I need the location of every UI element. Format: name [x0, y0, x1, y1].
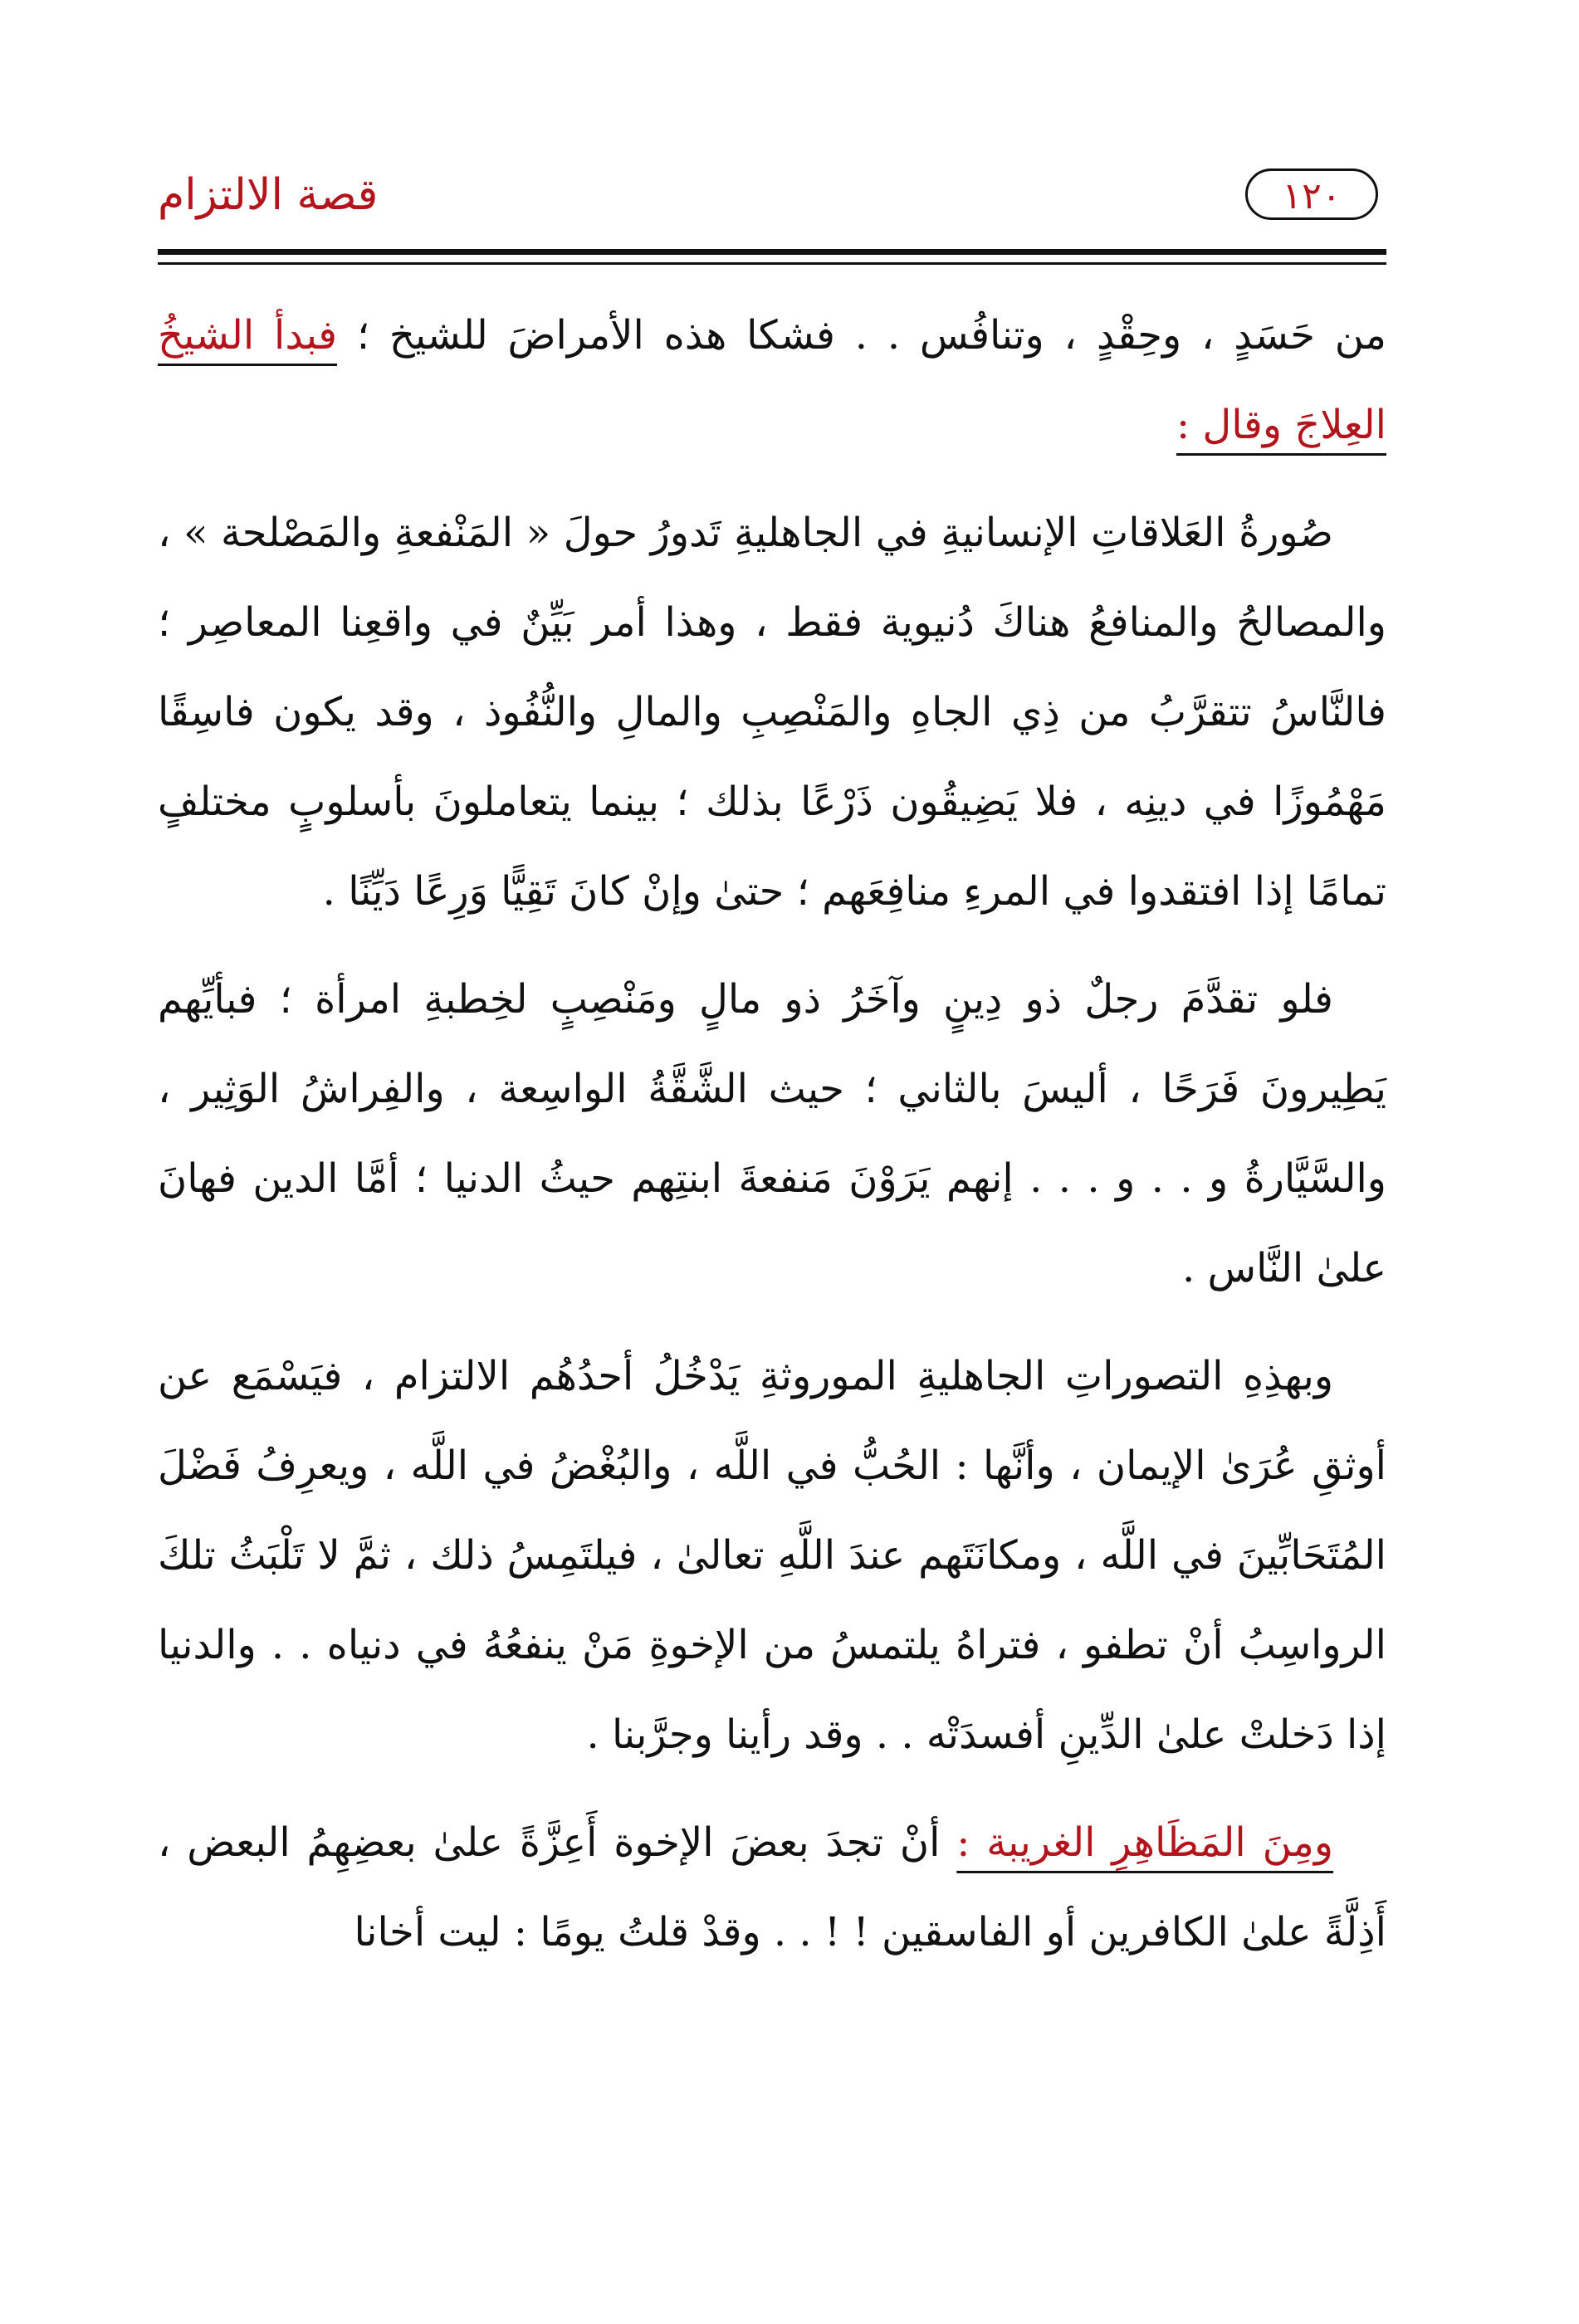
paragraph-5	[158, 1798, 1386, 1977]
page-number: ١٢٠	[1245, 168, 1378, 220]
paragraph-2-text: صُورةُ العَلاقاتِ الإنسانيةِ في الجاهليةِ تَدورُ حولَ « المَنْفعةِ والمَصْلحة » ، والمصالحُ والمنافعُ هناكَ دُنيوية فقط ، وهذا أمر بَيِّنٌ في واقعِنا المعاصِر ؛ فالنَّاسُ تتقرَّبُ من ذِي الجاهِ والمَنْصِبِ والمالِ والنُّفُوذ ، وقد يكون فاسِقًا مَهْمُوزًا في دينِه ، فلا يَضِيقُون ذَرْعًا بذلك ؛ بينما يتعاملونَ بأسلوبٍ مختلفٍ تمامًا إذا افتقدوا في المرءِ منافِعَهم ؛ حتىٰ وإنْ كانَ تَقِيًّا وَرِعًا دَيِّنًا .	[158, 510, 1387, 915]
paragraph-3	[158, 954, 1386, 1313]
header-rule-thick	[158, 249, 1386, 255]
paragraph-4	[158, 1331, 1386, 1780]
paragraph-5-highlight: ومِنَ المَظَاهِرِ الغريبة :	[956, 1819, 1334, 1866]
paragraph-3-text: فلو تقدَّمَ رجلٌ ذو دِينٍ وآخَرُ ذو مالٍ ومَنْصِبٍ لخِطبةِ امرأة ؛ فبأيِّهم يَطِيرونَ فَرَحًا ، أليسَ بالثاني ؛ حيث الشَّقَّةُ الواسِعة ، والفِراشُ الوَثِير ، والسَّيَّارةُ و . . و . . . إنهم يَرَوْنَ مَنفعةَ ابنتِهم حيثُ الدنيا ؛ أمَّا الدين فهانَ علىٰ النَّاس .	[158, 976, 1386, 1291]
page-header	[158, 162, 1386, 253]
paragraph-2	[158, 488, 1386, 936]
paragraph-5-text: أنْ تجدَ بعضَ الإخوة أَعِزَّةً علىٰ بعضِهِمُ البعض ، أَذِلَّةً علىٰ الكافرين أو الفاسقين ! ! . . وقدْ قلتُ يومًا : ليت أخانا	[158, 1819, 1386, 1955]
paragraph-1	[158, 290, 1386, 470]
book-title: قصة الالتزام	[158, 170, 379, 220]
header-rule-thin	[158, 262, 1386, 265]
paragraph-1-text: من حَسَدٍ ، وحِقْدٍ ، وتنافُس . . فشكا هذه الأمراضَ للشيخ ؛	[337, 312, 1387, 359]
paragraph-4-text: وبهذِهِ التصوراتِ الجاهليةِ الموروثةِ يَدْخُلُ أحدُهُم الالتزام ، فيَسْمَع عن أوثقِ عُرَىٰ الإيمان ، وأنَّها : الحُبُّ في اللَّه ، والبُغْضُ في اللَّه ، ويعرِفُ فَضْلَ المُتَحَابِّينَ في اللَّه ، ومكانَتَهم عندَ اللَّهِ تعالىٰ ، فيلتَمِسُ ذلك ، ثمَّ لا تَلْبَثُ تلكَ الرواسِبُ أنْ تطفو ، فتراهُ يلتمسُ من الإخوةِ مَنْ ينفعُهُ في دنياه . . والدنيا إذا دَخلتْ علىٰ الدِّينِ أفسدَتْه . . وقد رأينا وجرَّبنا .	[158, 1353, 1387, 1758]
paragraph-1-highlight: فبدأ الشيخُ العِلاجَ وقال :	[158, 312, 1386, 448]
page-body	[158, 290, 1386, 1995]
